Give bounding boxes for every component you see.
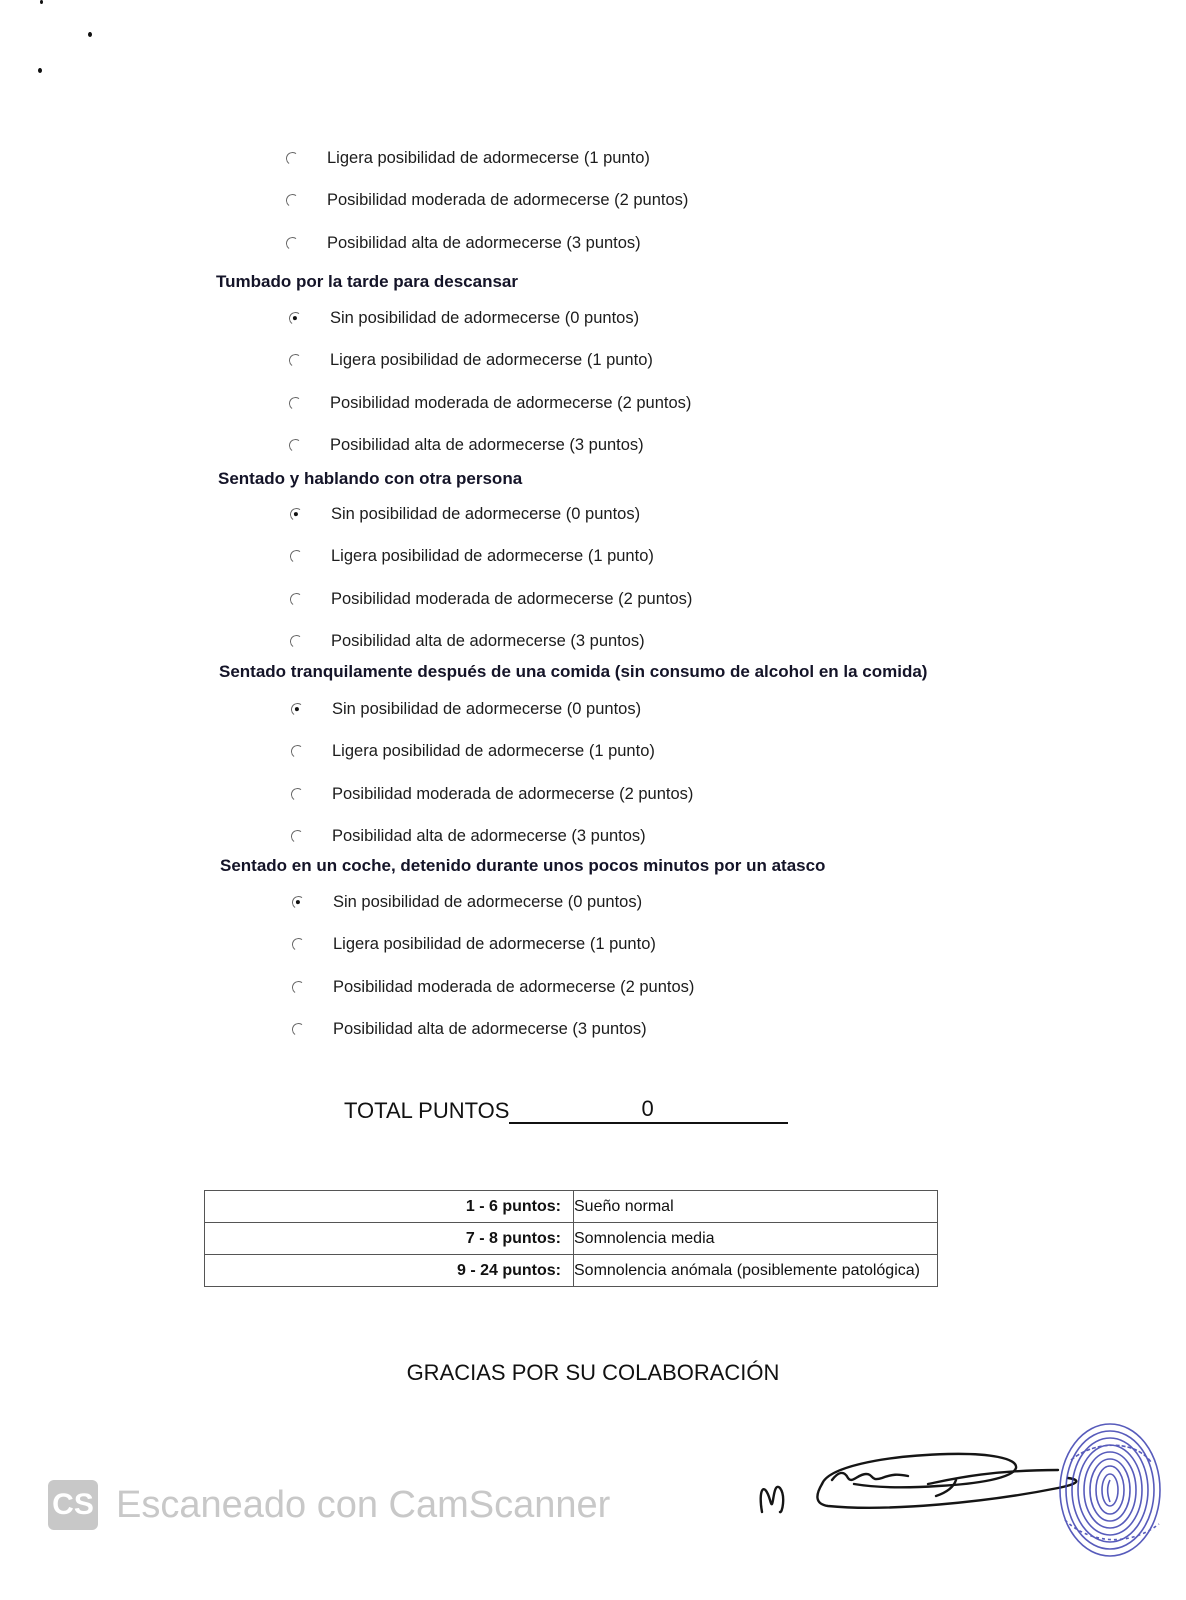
option-label: Sin posibilidad de adormecerse (0 puntos) <box>331 504 641 523</box>
radio-button[interactable] <box>290 786 305 801</box>
camscanner-watermark <box>48 1480 610 1530</box>
camscanner-logo-icon: CS <box>48 1480 98 1530</box>
total-underline <box>654 1100 788 1124</box>
option-label: Ligera posibilidad de adormecerse (1 punto) <box>330 351 653 369</box>
score-range: 7 - 8 puntos: <box>205 1223 574 1255</box>
radio-option[interactable] <box>290 587 692 611</box>
radio-option[interactable] <box>292 933 656 957</box>
option-label: Posibilidad moderada de adormecerse (2 puntos) <box>332 784 694 803</box>
score-scale-table <box>204 1190 938 1287</box>
radio-option[interactable] <box>292 1018 647 1042</box>
question-title: Tumbado por la tarde para descansar <box>216 272 518 291</box>
score-description: Sueño normal <box>574 1191 938 1223</box>
option-label: Posibilidad moderada de adormecerse (2 puntos) <box>330 393 692 412</box>
radio-option[interactable] <box>291 740 655 764</box>
table-row <box>205 1255 938 1287</box>
score-range: 9 - 24 puntos: <box>205 1255 574 1287</box>
radio-button[interactable] <box>291 1022 306 1037</box>
total-label: TOTAL PUNTOS <box>344 1098 510 1123</box>
radio-option[interactable] <box>292 890 642 914</box>
thanks-message: GRACIAS POR SU COLABORACIÓN <box>406 1360 780 1385</box>
scan-speck <box>40 0 43 4</box>
radio-option[interactable] <box>286 146 650 170</box>
score-description: Somnolencia media <box>574 1223 938 1255</box>
radio-option[interactable] <box>289 349 653 373</box>
option-label: Sin posibilidad de adormecerse (0 puntos) <box>333 892 643 911</box>
radio-button-selected[interactable] <box>288 310 303 325</box>
question-title: Sentado y hablando con otra persona <box>218 469 523 488</box>
option-label: Posibilidad alta de adormecerse (3 puntos) <box>331 632 645 650</box>
fingerprint-icon <box>1055 1420 1165 1570</box>
radio-option[interactable] <box>291 697 641 721</box>
radio-option[interactable] <box>286 231 641 255</box>
option-label: Posibilidad alta de adormecerse (3 puntos) <box>330 436 644 454</box>
table-row <box>205 1223 938 1255</box>
radio-option[interactable] <box>292 975 694 999</box>
option-label: Posibilidad moderada de adormecerse (2 puntos) <box>331 589 693 608</box>
radio-button-selected[interactable] <box>290 701 305 716</box>
radio-button[interactable] <box>288 395 303 410</box>
radio-button[interactable] <box>289 591 304 606</box>
radio-option[interactable] <box>286 189 688 213</box>
radio-button[interactable] <box>289 549 304 564</box>
radio-button[interactable] <box>289 634 304 649</box>
option-label: Sin posibilidad de adormecerse (0 puntos) <box>330 308 640 327</box>
radio-button[interactable] <box>285 235 300 250</box>
total-value: 0 <box>641 1096 653 1124</box>
radio-option[interactable] <box>290 630 645 654</box>
radio-button[interactable] <box>291 979 306 994</box>
option-label: Sin posibilidad de adormecerse (0 puntos) <box>332 699 642 718</box>
option-label: Posibilidad moderada de adormecerse (2 puntos) <box>333 977 695 996</box>
option-label: Ligera posibilidad de adormecerse (1 punto) <box>327 148 650 167</box>
option-label: Posibilidad alta de adormecerse (3 puntos) <box>327 233 641 252</box>
radio-option[interactable] <box>289 434 644 458</box>
radio-option[interactable] <box>291 782 693 806</box>
radio-button-selected[interactable] <box>289 506 304 521</box>
option-label: Posibilidad moderada de adormecerse (2 puntos) <box>327 191 689 209</box>
score-description: Somnolencia anómala (posiblemente patológica) <box>574 1255 938 1287</box>
radio-button[interactable] <box>290 829 305 844</box>
option-label: Ligera posibilidad de adormecerse (1 punto) <box>333 935 656 953</box>
total-underline <box>509 1100 641 1124</box>
radio-option[interactable] <box>291 825 646 849</box>
scan-speck <box>38 68 42 73</box>
radio-button[interactable] <box>285 193 300 208</box>
radio-option[interactable] <box>290 502 640 526</box>
question-title: Sentado en un coche, detenido durante unos pocos minutos por un atasco <box>220 856 826 875</box>
radio-button[interactable] <box>285 150 300 165</box>
radio-button[interactable] <box>288 353 303 368</box>
radio-option[interactable] <box>289 306 639 330</box>
option-label: Posibilidad alta de adormecerse (3 puntos) <box>333 1020 647 1038</box>
table-row <box>205 1191 938 1223</box>
radio-button[interactable] <box>291 937 306 952</box>
total-points <box>344 1096 788 1124</box>
radio-option[interactable] <box>289 391 691 415</box>
question-title: Sentado tranquilamente después de una comida (sin consumo de alcohol en la comida) <box>219 662 928 681</box>
score-range: 1 - 6 puntos: <box>205 1191 574 1223</box>
option-label: Ligera posibilidad de adormecerse (1 punto) <box>331 547 654 565</box>
radio-option[interactable] <box>290 545 654 569</box>
handwritten-signature <box>758 1440 1088 1550</box>
option-label: Ligera posibilidad de adormecerse (1 punto) <box>332 742 655 760</box>
radio-button[interactable] <box>288 438 303 453</box>
scan-speck <box>88 32 92 37</box>
watermark-text: Escaneado con CamScanner <box>116 1483 611 1526</box>
radio-button-selected[interactable] <box>291 894 306 909</box>
option-label: Posibilidad alta de adormecerse (3 puntos) <box>332 827 646 845</box>
radio-button[interactable] <box>290 744 305 759</box>
